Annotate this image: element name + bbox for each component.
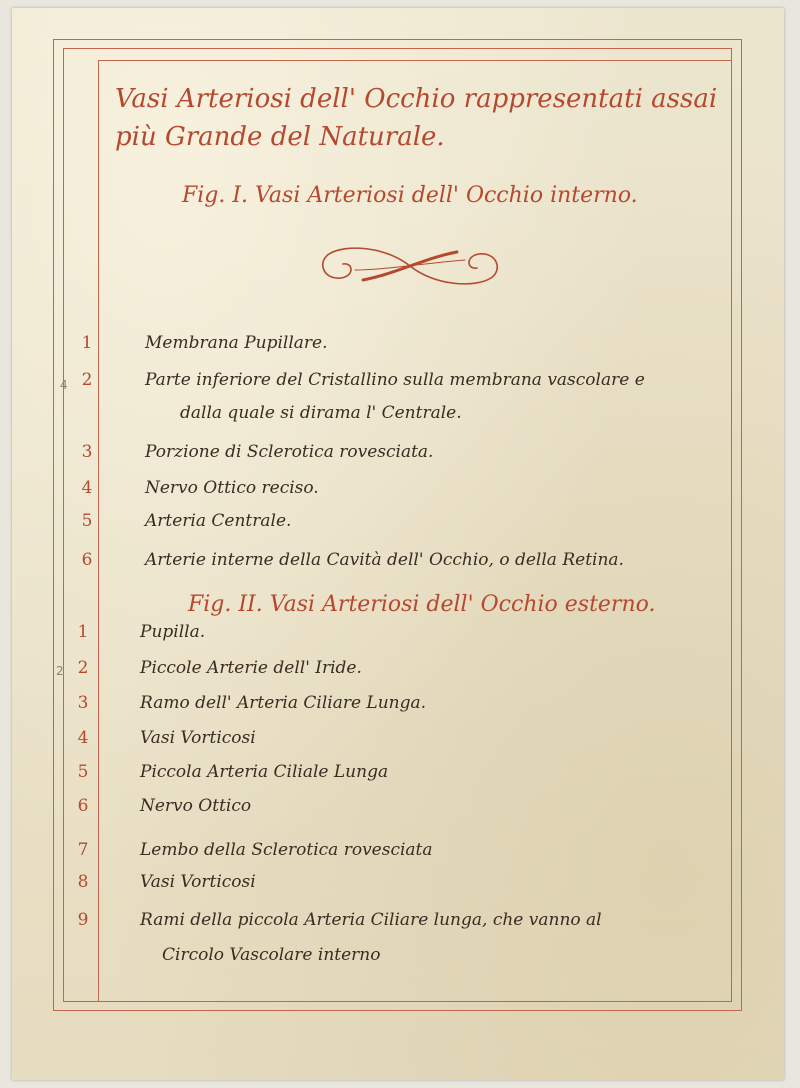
fig1-item-text: Porzione di Sclerotica rovesciata. xyxy=(145,442,434,462)
fig2-item-text: Vasi Vorticosi xyxy=(140,872,256,892)
fig1-item-number: 3 xyxy=(81,442,93,462)
fig1-item-text: Membrana Pupillare. xyxy=(145,333,328,353)
fig1-item-number: 2 xyxy=(81,370,93,390)
margin-rule xyxy=(98,60,99,1002)
fig1-item-text: Arteria Centrale. xyxy=(145,511,292,531)
fig2-item-text: Piccola Arteria Ciliale Lunga xyxy=(140,762,389,782)
fig2-item-number: 1 xyxy=(77,622,89,642)
fig1-item-text: dalla quale si dirama l' Centrale. xyxy=(180,403,462,423)
fig1-heading: Fig. I. Vasi Arteriosi dell' Occhio interno. xyxy=(182,183,638,208)
fig2-item-text: Rami della piccola Arteria Ciliare lunga, che vanno al xyxy=(140,910,602,930)
fig1-item-number: 6 xyxy=(81,550,93,570)
fig2-item-number: 3 xyxy=(77,693,89,713)
fig2-item-text: Circolo Vascolare interno xyxy=(162,945,381,965)
fig2-item-number: 9 xyxy=(77,910,89,930)
fig2-item-text: Piccole Arterie dell' Iride. xyxy=(140,658,362,678)
fig2-heading: Fig. II. Vasi Arteriosi dell' Occhio esterno. xyxy=(188,592,656,617)
fig1-item-number: 5 xyxy=(81,511,93,531)
calligraphic-flourish-icon xyxy=(315,240,505,292)
fig1-item-number: 1 xyxy=(81,333,93,353)
fig2-item-number: 7 xyxy=(77,840,89,860)
fig1-item-number: 4 xyxy=(81,478,93,498)
fig2-item-number: 8 xyxy=(77,872,89,892)
fig2-item-text: Ramo dell' Arteria Ciliare Lunga. xyxy=(140,693,427,713)
fig1-item-text: Nervo Ottico reciso. xyxy=(145,478,319,498)
fig1-item-text: Arterie interne della Cavità dell' Occhio, o della Retina. xyxy=(145,550,624,570)
fig2-item-number: 6 xyxy=(77,796,89,816)
fig1-item-text: Parte inferiore del Cristallino sulla membrana vascolare e xyxy=(145,370,645,390)
fig2-item-text: Vasi Vorticosi xyxy=(140,728,256,748)
pencil-mark-fig1: 4 xyxy=(60,378,68,392)
pencil-mark-fig2: 2 xyxy=(56,664,64,678)
page-title: Vasi Arteriosi dell' Occhio rappresentati assai più Grande del Naturale. xyxy=(115,84,718,152)
header-rule xyxy=(98,60,732,61)
fig2-item-text: Lembo della Sclerotica rovesciata xyxy=(140,840,433,860)
fig2-item-text: Pupilla. xyxy=(140,622,206,642)
fig2-item-text: Nervo Ottico xyxy=(140,796,252,816)
fig2-item-number: 4 xyxy=(77,728,89,748)
fig2-item-number: 5 xyxy=(77,762,89,782)
fig2-item-number: 2 xyxy=(77,658,89,678)
